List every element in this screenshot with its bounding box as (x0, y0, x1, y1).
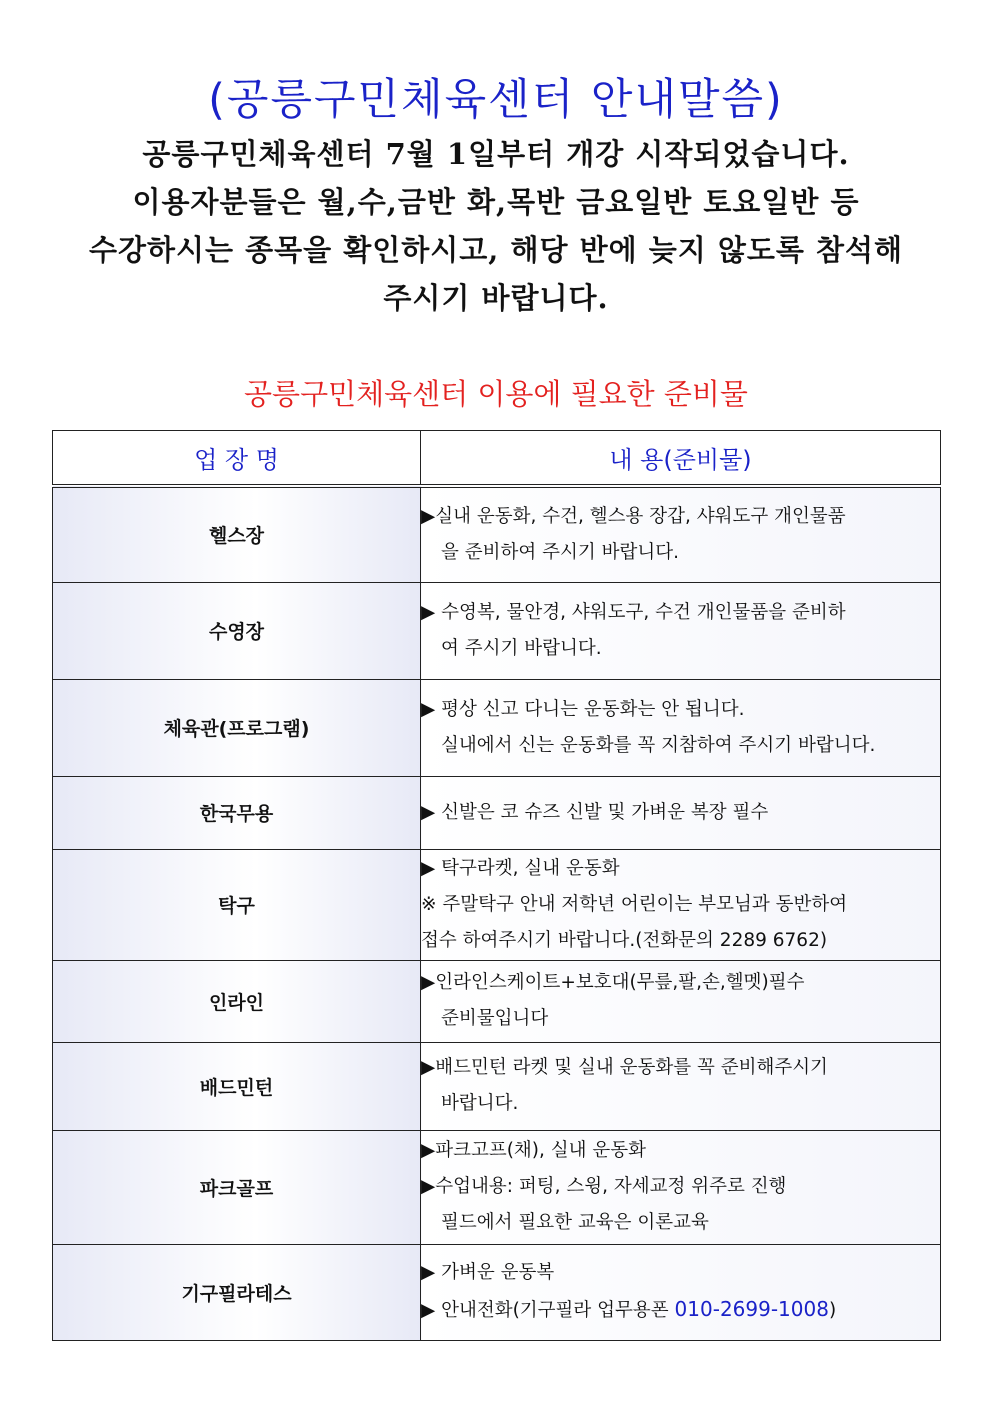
facility-content (421, 960, 941, 1042)
facility-name: 한국무용 (53, 776, 421, 849)
pilates-phone-label: ▶ 안내전화(기구필라 업무용폰 (421, 1300, 675, 1321)
intro-line: 이용자분들은 월,수,금반 화,목반 금요일반 토요일반 등 (132, 185, 860, 219)
content-line (421, 1291, 940, 1329)
facility-content (421, 1244, 941, 1340)
content-line: ▶ 가벼운 운동복 (421, 1262, 555, 1283)
content-line: 바랍니다. (441, 1093, 519, 1114)
content-line: ▶ 탁구라켓, 실내 운동화 (421, 857, 620, 879)
content-line: 준비물입니다 (441, 1008, 549, 1029)
facility-content (421, 486, 941, 582)
facility-content (421, 776, 941, 849)
content-line: 실내에서 신는 운동화를 꼭 지참하여 주시기 바랍니다. (441, 734, 876, 756)
facility-name: 수영장 (53, 582, 421, 679)
facility-name: 배드민턴 (53, 1042, 421, 1130)
facility-name: 파크골프 (53, 1130, 421, 1244)
facility-content (421, 679, 941, 776)
table-row (53, 679, 941, 776)
intro-line: 주시기 바랍니다. (383, 281, 609, 315)
content-line: ▶ 평상 신고 다니는 운동화는 안 됩니다. (421, 698, 745, 720)
table-row (53, 960, 941, 1042)
pilates-phone-suffix: ) (828, 1300, 837, 1321)
content-line: ▶수업내용: 퍼팅, 스윙, 자세교정 위주로 진행 (421, 1176, 787, 1197)
content-line: ※ 주말탁구 안내 저학년 어린이는 부모님과 동반하여 (421, 893, 848, 915)
content-line: 필드에서 필요한 교육은 이론교육 (441, 1212, 709, 1233)
table-row (53, 1130, 941, 1244)
table-row (53, 1244, 941, 1340)
content-line: ▶ 신발은 코 슈즈 신발 및 가벼운 복장 필수 (421, 801, 769, 823)
content-line: ▶실내 운동화, 수건, 헬스용 장갑, 샤워도구 개인물품 (421, 505, 846, 527)
content-line: ▶인라인스케이트+보호대(무릎,팔,손,헬멧)필수 (421, 972, 805, 993)
facility-content (421, 1042, 941, 1130)
intro-line: 수강하시는 종목을 확인하시고, 해당 반에 늦지 않도록 참석해 (88, 233, 904, 267)
table-row (53, 486, 941, 582)
content-line: 접수 하여주시기 바랍니다.(전화문의 2289 6762) (421, 929, 828, 951)
facility-name: 체육관(프로그램) (53, 679, 421, 776)
content-line: ▶배드민턴 라켓 및 실내 운동화를 꼭 준비해주시기 (421, 1057, 828, 1078)
supplies-table (52, 430, 941, 1341)
facility-name: 인라인 (53, 960, 421, 1042)
header-content: 내 용(준비물) (421, 431, 941, 487)
section-subtitle: 공릉구민체육센터 이용에 필요한 준비물 (244, 377, 748, 411)
facility-name: 기구필라테스 (53, 1244, 421, 1340)
table-row (53, 776, 941, 849)
intro-line: 공릉구민체육센터 7월 1일부터 개강 시작되었습니다. (142, 137, 850, 171)
facility-content (421, 1130, 941, 1244)
page-title: (공릉구민체육센터 안내말씀) (208, 75, 784, 125)
content-line: 을 준비하여 주시기 바랍니다. (441, 541, 679, 563)
pilates-phone-number: 010-2699-1008 (674, 1297, 829, 1321)
facility-name: 탁구 (53, 849, 421, 960)
facility-name: 헬스장 (53, 486, 421, 582)
table-header-row (53, 431, 941, 487)
table-row (53, 1042, 941, 1130)
facility-content (421, 582, 941, 679)
header-facility: 업 장 명 (53, 431, 421, 487)
content-line: ▶ 수영복, 물안경, 샤워도구, 수건 개인물품을 준비하 (421, 601, 846, 623)
content-line: 여 주시기 바랍니다. (441, 637, 602, 659)
intro-paragraph (60, 130, 932, 322)
content-line: ▶파크고프(채), 실내 운동화 (421, 1140, 647, 1161)
table-row (53, 582, 941, 679)
facility-content (421, 849, 941, 960)
table-row (53, 849, 941, 960)
